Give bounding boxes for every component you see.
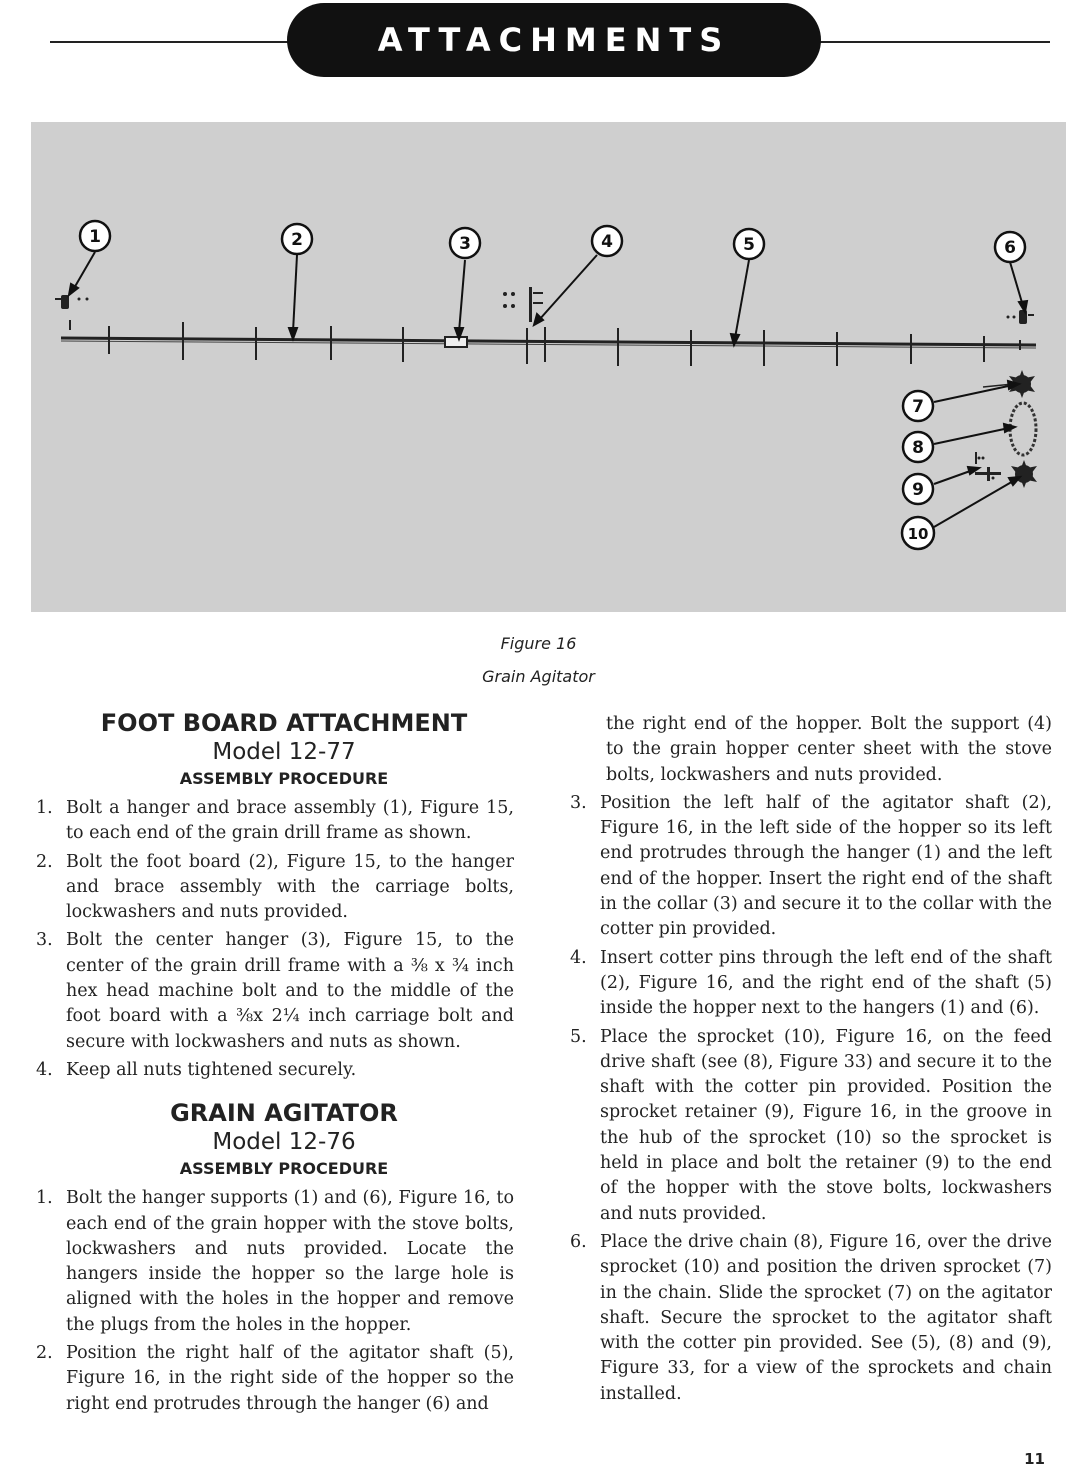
svg-text:4: 4 [601,232,613,252]
section-title: ATTACHMENTS [287,3,821,77]
svg-text:5: 5 [743,235,755,255]
foot-board-procedure-heading: ASSEMBLY PROCEDURE [179,769,389,788]
callout-1 [80,221,110,251]
drive-chain [1010,403,1036,455]
callout-10 [902,517,934,549]
grain-agitator-step-2-continued: the right end of the hopper. Bolt the support (4) to the grain hopper center sheet with the stove bolts, lockwashers and nuts provided. [606,714,1052,785]
svg-text:9: 9 [912,480,924,500]
figure-grain-agitator [31,122,1066,612]
grain-agitator-step-4: 4. Insert cotter pins through the left end of the shaft (2), Figure 16, and the right end of the shaft (5) inside the hopper next to the hangers (1) and (6). [570,947,1052,1019]
foot-board-step-1: 1. Bolt a hanger and brace assembly (1), Figure 15, to each end of the grain drill frame as shown. [36,798,514,844]
svg-text:7: 7 [912,397,924,417]
grain-agitator-step-3: 3. Position the left half of the agitator shaft (2), Figure 16, in the left side of the hopper so its left end protrudes through the hanger (1) and the left end of the hopper. Insert the right end of the shaft in the collar (3) and secure it to the collar with the cotter pin provided. [570,792,1052,940]
grain-agitator-step-2: 2. Position the right half of the agitator shaft (5), Figure 16, in the right side of the hopper so the right end protrudes through the hanger (6) and [36,1343,514,1414]
header-rule-right [818,41,1050,43]
left-column [36,708,514,1420]
right-column [570,712,1052,1410]
grain-agitator-step-5: 5. Place the sprocket (10), Figure 16, on the feed drive shaft (see (8), Figure 33) and secure it to the shaft with the cotter pin provided. Position the sprocket retainer (9), Figure 16, in the groove in the hub of the sprocket (10) so the sprocket is held in place and bolt the retainer (9) to the end of the hopper with the stove bolts, lockwashers and nuts provided. [570,1026,1052,1224]
svg-text:8: 8 [912,438,924,458]
callout-3 [450,228,480,258]
foot-board-step-2: 2. Bolt the foot board (2), Figure 15, to the hanger and brace assembly with the carriage bolts, lockwashers and nuts provided. [36,851,514,923]
callout-5 [734,229,764,259]
callout-7 [903,391,933,421]
left-hanger [55,295,89,330]
figure-number: Figure 16 [500,634,577,653]
agitator-illustration [31,122,1066,612]
svg-text:2: 2 [291,230,303,250]
collar [445,337,467,347]
header-rule-left [50,41,290,43]
page-number: 11 [1024,1450,1045,1468]
sprocket-retainer [975,452,1001,481]
grain-agitator-heading: GRAIN AGITATOR [170,1099,398,1128]
callout-6 [995,232,1025,262]
figure-title: Grain Agitator [482,667,595,686]
foot-board-heading: FOOT BOARD ATTACHMENT [100,709,468,737]
svg-text:10: 10 [907,525,929,543]
grain-agitator-step-1: 1. Bolt the hanger supports (1) and (6), Figure 16, to each end of the grain hopper with the stove bolts, lockwashers and nuts provided. Locate the hangers inside the hopper so the large hole is aligned with the holes in the hopper and remove the plugs from the holes in the hopper. [36,1188,514,1335]
svg-text:6: 6 [1004,238,1016,258]
foot-board-model: Model 12-77 [212,739,356,765]
foot-board-step-4: 4. Keep all nuts tightened securely. [36,1059,357,1080]
svg-text:3: 3 [459,234,471,254]
svg-text:1: 1 [89,227,101,247]
callout-4 [592,226,622,256]
foot-board-step-3: 3. Bolt the center hanger (3), Figure 15, to the center of the grain drill frame with a ⅜ x ¾ inch hex head machine bolt and to the middle of the foot board with a ⅜x 2¼ inch carriage bolt and secure with lockwashers and nuts as shown. [36,930,514,1052]
grain-agitator-model: Model 12-76 [212,1129,356,1156]
callout-9 [903,474,933,504]
callout-2 [282,224,312,254]
grain-agitator-procedure-heading: ASSEMBLY PROCEDURE [179,1159,389,1179]
grain-agitator-step-6: 6. Place the drive chain (8), Figure 16, over the drive sprocket (10) and position the driven sprocket (7) in the chain. Slide the sprocket (7) on the agitator shaft. Secure the sprocket to the agitator shaft with the cotter pin provided. See (5), (8) and (9), Figure 33, for a view of the sprockets and chain installed. [570,1231,1052,1404]
agitator-shaft [61,338,1036,345]
callout-8 [903,432,933,462]
